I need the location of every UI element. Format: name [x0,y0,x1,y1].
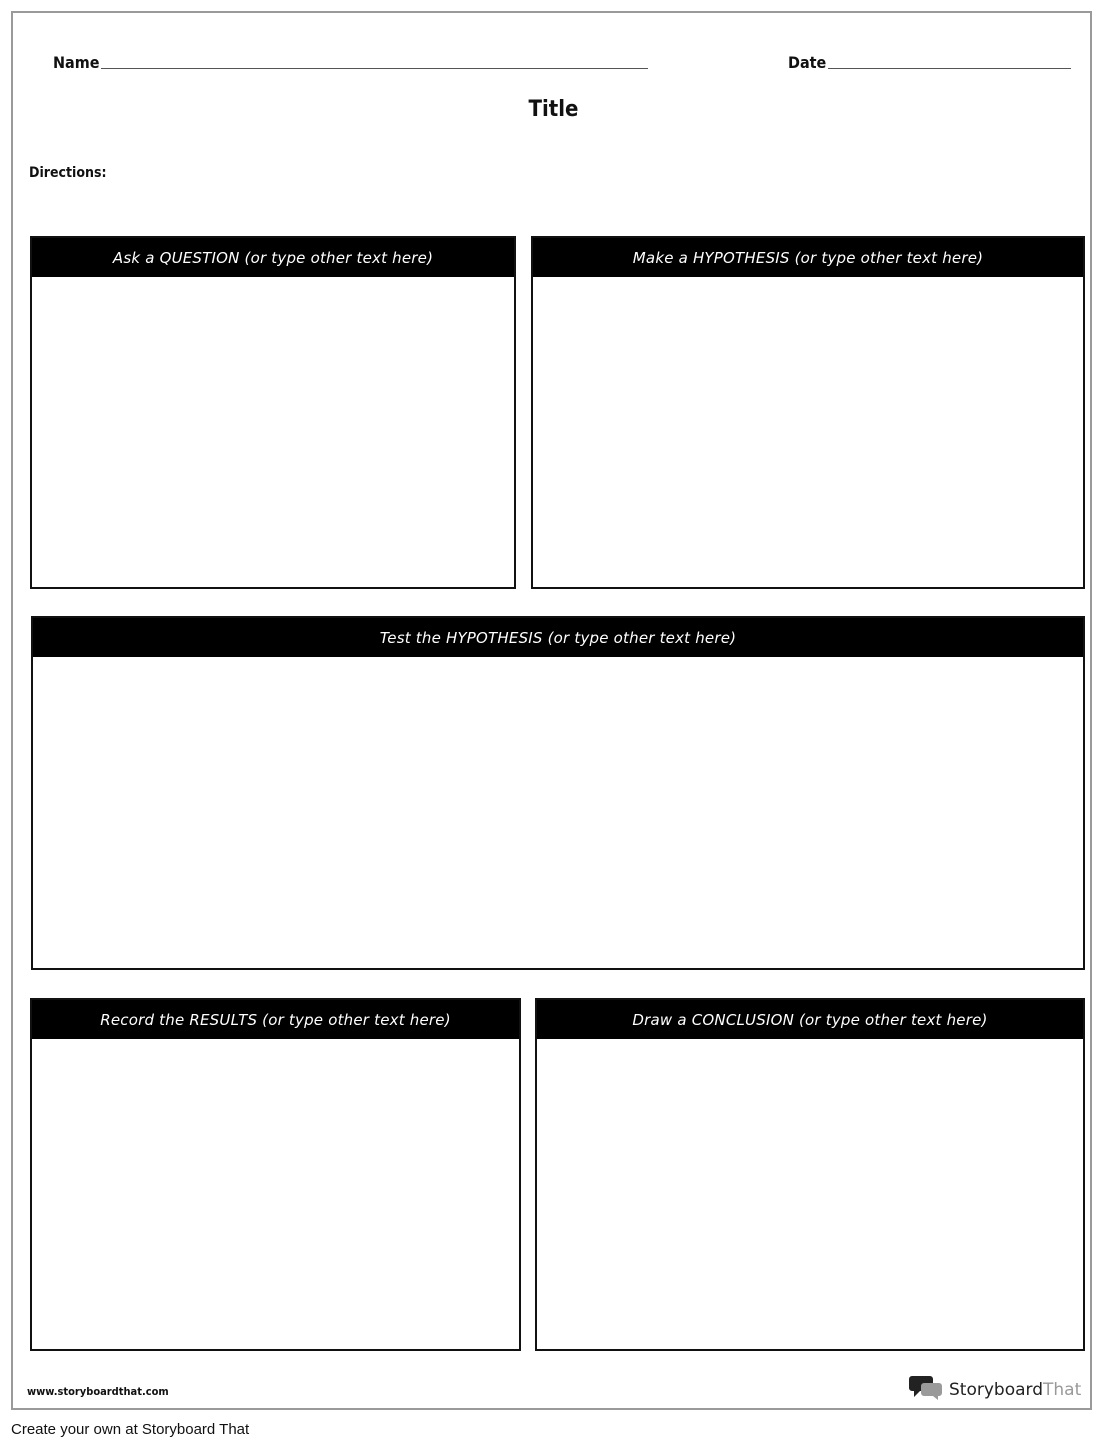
date-label: Date [788,53,827,72]
storyboardthat-logo [909,1374,1081,1405]
panel-question-heading[interactable]: Ask a QUESTION (or type other text here) [32,238,514,277]
footer-link[interactable]: Create your own at Storyboard That [11,1421,250,1438]
worksheet-title[interactable]: Title [528,97,579,122]
panel-hypothesis[interactable] [531,236,1085,589]
panel-hypothesis-heading[interactable]: Make a HYPOTHESIS (or type other text here) [533,238,1083,277]
panel-question[interactable] [30,236,516,589]
date-field-line[interactable] [828,68,1071,69]
panel-conclusion[interactable] [535,998,1085,1351]
name-field-line[interactable] [101,68,648,69]
worksheet-page [11,11,1092,1410]
panel-results-heading[interactable]: Record the RESULTS (or type other text here) [32,1000,519,1039]
logo-wordmark [949,1380,1081,1400]
speech-bubbles-icon [909,1374,943,1405]
panel-conclusion-heading[interactable]: Draw a CONCLUSION (or type other text here) [537,1000,1083,1039]
panel-test-heading[interactable]: Test the HYPOTHESIS (or type other text here) [33,618,1083,657]
directions-label[interactable]: Directions: [29,165,107,181]
logo-word-dark: Storyboard [949,1379,1043,1400]
name-label: Name [53,53,100,72]
logo-word-light: That [1043,1379,1082,1400]
panel-results[interactable] [30,998,521,1351]
website-url: www.storyboardthat.com [27,1385,169,1398]
panel-test[interactable] [31,616,1085,970]
